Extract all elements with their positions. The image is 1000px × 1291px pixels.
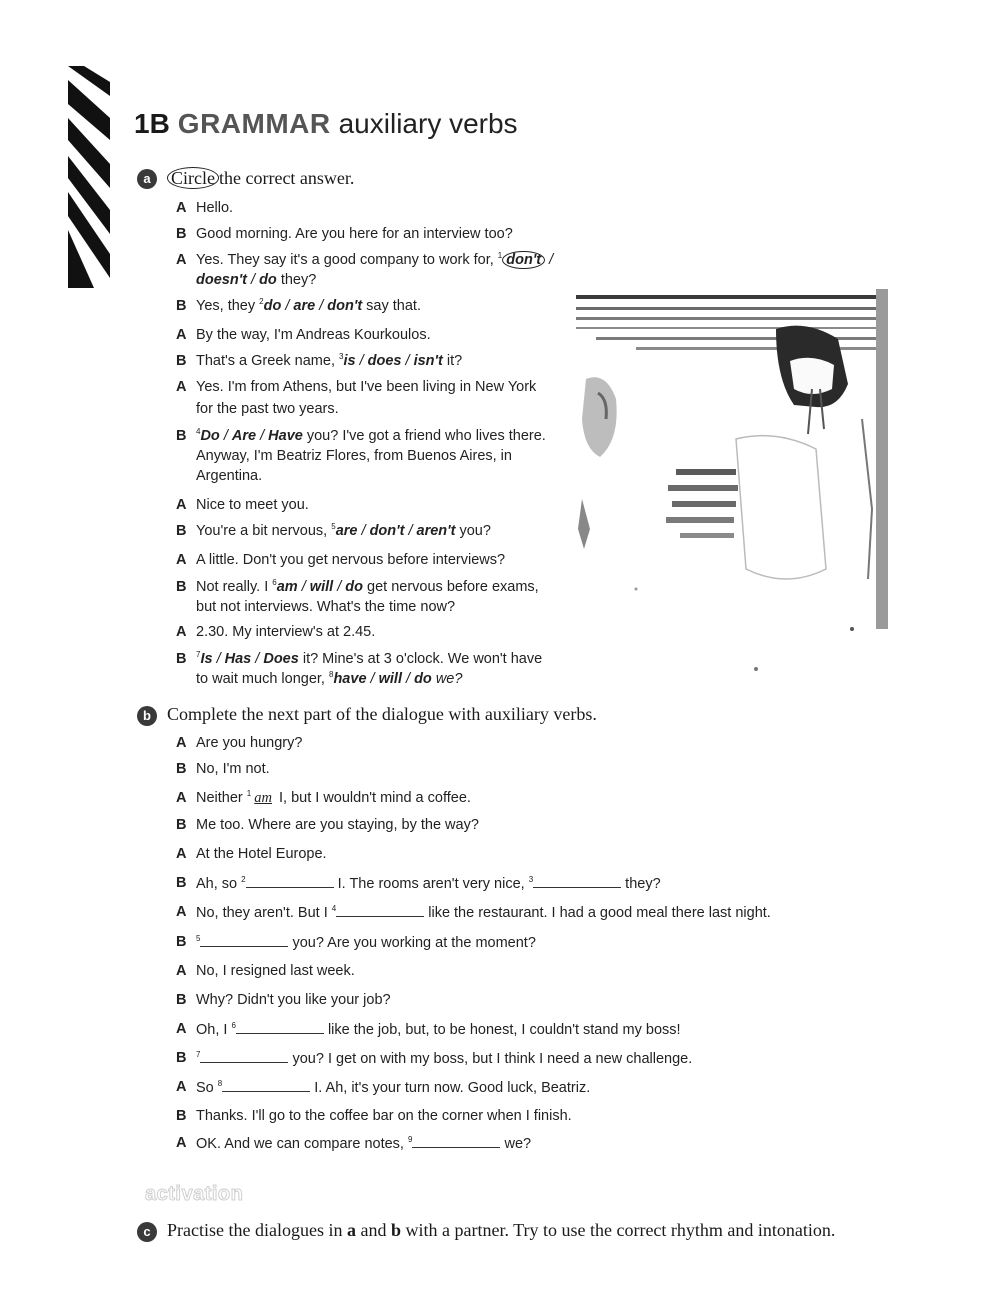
- choice[interactable]: Is: [200, 651, 213, 667]
- choice[interactable]: have: [333, 671, 367, 687]
- choice[interactable]: Have: [268, 428, 303, 444]
- decorative-stripes: [68, 66, 110, 288]
- choice[interactable]: isn't: [413, 353, 443, 369]
- choice[interactable]: am: [276, 579, 298, 595]
- section-c-badge: c: [137, 1222, 157, 1242]
- choice[interactable]: Are: [231, 428, 257, 444]
- choice[interactable]: don't: [369, 523, 405, 539]
- topic-label: auxiliary verbs: [338, 108, 518, 139]
- choice[interactable]: doesn't: [196, 272, 247, 288]
- choice[interactable]: aren't: [416, 523, 456, 539]
- choice[interactable]: do: [259, 272, 277, 288]
- section-a-badge: a: [137, 169, 157, 189]
- choice[interactable]: Has: [224, 651, 252, 667]
- choice[interactable]: is: [343, 353, 356, 369]
- choice[interactable]: don't: [327, 298, 363, 314]
- lesson-code: 1B: [134, 108, 170, 139]
- answer-choice[interactable]: don't: [502, 251, 545, 269]
- choice[interactable]: do: [345, 579, 363, 595]
- choice[interactable]: will: [378, 671, 402, 687]
- answer-blank[interactable]: [412, 1133, 500, 1148]
- choice[interactable]: will: [309, 579, 334, 595]
- choice[interactable]: Do: [200, 428, 220, 444]
- section-label: GRAMMAR: [177, 108, 331, 139]
- answer-blank[interactable]: [200, 932, 288, 947]
- answer-blank[interactable]: [236, 1019, 324, 1034]
- section-c-instruction: Practise the dialogues in a and b with a partner. Try to use the correct rhythm and intonation.: [167, 1220, 836, 1240]
- page-title: [134, 108, 518, 140]
- answer-blank[interactable]: [222, 1077, 310, 1092]
- answer-blank[interactable]: [246, 873, 334, 888]
- section-b-instruction: Complete the next part of the dialogue with auxiliary verbs.: [167, 704, 597, 724]
- choice[interactable]: do: [414, 671, 432, 687]
- choice[interactable]: are: [293, 298, 316, 314]
- choice[interactable]: do: [263, 298, 282, 314]
- example-answer: am: [254, 790, 272, 806]
- answer-blank[interactable]: [200, 1048, 288, 1063]
- answer-blank[interactable]: [533, 873, 621, 888]
- interview-photo: [576, 289, 888, 681]
- section-b-badge: b: [137, 706, 157, 726]
- section-a-instruction: Circle the correct answer.: [167, 168, 354, 189]
- answer-blank[interactable]: [336, 902, 424, 917]
- activation-label: activation: [145, 1183, 244, 1205]
- choice[interactable]: are: [335, 523, 358, 539]
- circle-keyword: Circle: [167, 167, 219, 189]
- choice[interactable]: Does: [263, 651, 299, 667]
- choice[interactable]: does: [367, 353, 402, 369]
